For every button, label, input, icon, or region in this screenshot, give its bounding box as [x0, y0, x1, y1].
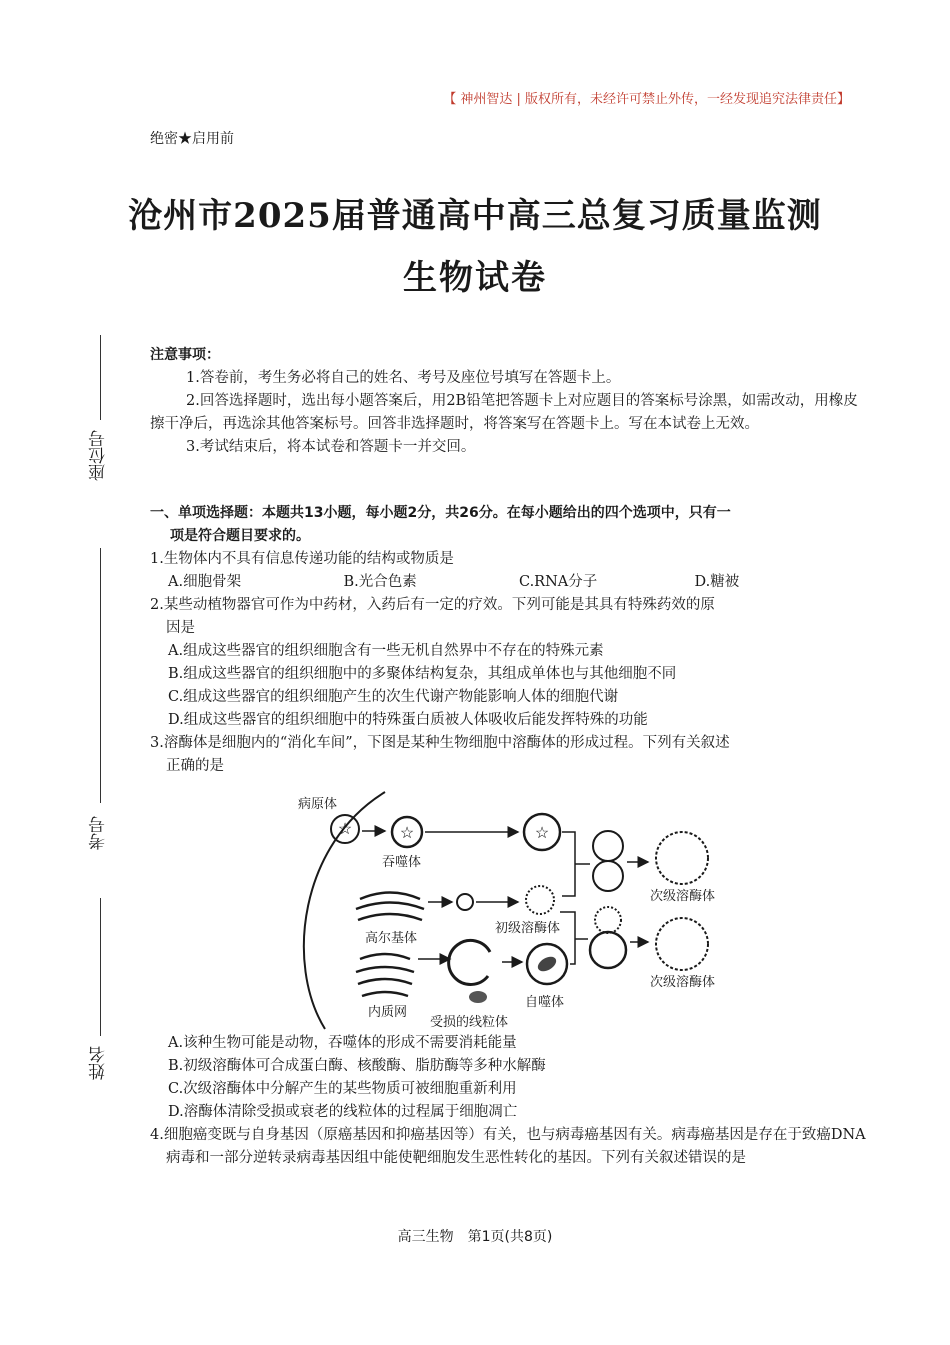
exam-subtitle: 生物试卷	[403, 258, 547, 298]
notes-block	[150, 344, 870, 459]
fusing-vesicle-upper	[593, 831, 623, 861]
star-icon: ☆	[399, 823, 415, 842]
page-footer: 高三生物 第1页(共8页)	[397, 1229, 553, 1245]
note-item: 2.回答选择题时，选出每小题答案后，用2B铅笔把答题卡上对应题目的答案标号涂黑，如需改动，用橡皮擦干净后，再选涂其他答案标号。回答非选择题时，将答案写在答题卡上。写在本试卷上无效。	[150, 393, 858, 432]
option-a: A.该种生物可能是动物，吞噬体的形成不需要消耗能量	[168, 1035, 517, 1051]
note-item: 3.考试结束后，将本试卷和答题卡一并交回。	[186, 439, 476, 455]
fusing-vesicle-lower	[593, 861, 623, 891]
fusing-lysosome	[595, 907, 621, 933]
label-autophagosome: 自噬体	[525, 995, 565, 1010]
questions-block-2	[150, 1032, 870, 1170]
primary-lysosome	[526, 886, 554, 914]
question-2	[150, 594, 870, 640]
note-item: 1.答卷前，考生务必将自己的姓名、考号及座位号填写在答题卡上。	[186, 370, 621, 386]
option-d: D.溶酶体清除受损或衰老的线粒体的过程属于细胞凋亡	[168, 1104, 518, 1120]
margin-line-seat	[100, 335, 101, 420]
label-golgi: 高尔基体	[365, 931, 418, 946]
option-c: C.组成这些器官的组织细胞产生的次生代谢产物能影响人体的细胞代谢	[168, 689, 619, 705]
damaged-mitochondrion	[469, 991, 487, 1003]
label-er: 内质网	[368, 1005, 408, 1020]
option-b: B.光合色素	[343, 574, 417, 590]
margin-label-name: 姓名	[89, 1046, 109, 1080]
question-stem-cont: 正确的是	[166, 758, 224, 774]
label-primary-lysosome: 初级溶酶体	[495, 921, 561, 936]
question-stem: 1.生物体内不具有信息传递功能的结构或物质是	[150, 551, 454, 567]
star-icon: ☆	[534, 823, 550, 842]
option-b: B.组成这些器官的组织细胞中的多聚体结构复杂，其组成单体也与其他细胞不同	[168, 666, 677, 682]
section-heading	[150, 502, 870, 548]
question-4	[150, 1124, 870, 1170]
option-d: D.糖被	[694, 574, 740, 590]
questions-block	[150, 502, 870, 778]
question-stem: 3.溶酶体是细胞内的“消化车间”，下图是某种生物细胞中溶酶体的形成过程。下列有关叙述	[150, 735, 730, 751]
question-1-options	[150, 571, 870, 594]
question-stem: 4.细胞癌变既与自身基因（原癌基因和抑癌基因等）有关，也与病毒癌基因有关。病毒癌基因是存在于致癌DNA病毒和一部分逆转录病毒基因组中能使靶细胞发生恶性转化的基因。下列有关叙述错误的是	[150, 1127, 866, 1166]
label-phagosome: 吞噬体	[382, 855, 422, 870]
exam-title: 沧州市2025届普通高中高三总复习质量监测	[128, 196, 822, 236]
question-1	[150, 548, 870, 571]
fusing-autophagosome	[590, 932, 626, 968]
question-stem: 2.某些动植物器官可作为中药材，入药后有一定的疗效。下列可能是其具有特殊药效的原	[150, 597, 715, 613]
small-vesicle	[457, 894, 473, 910]
copyright-notice: 【 神州智达 | 版权所有，未经许可禁止外传，一经发现追究法律责任】	[443, 92, 850, 107]
option-a: A.细胞骨架	[168, 574, 242, 590]
label-secondary-lysosome-2: 次级溶酶体	[650, 975, 716, 990]
option-d: D.组成这些器官的组织细胞中的特殊蛋白质被人体吸收后能发挥特殊的功能	[168, 712, 648, 728]
lysosome-diagram	[290, 784, 750, 1034]
margin-label-exam-no: 考号	[89, 816, 109, 850]
label-secondary-lysosome-1: 次级溶酶体	[650, 889, 716, 904]
margin-line-name	[100, 898, 101, 1036]
question-3	[150, 732, 870, 778]
star-icon: ☆	[337, 819, 353, 838]
margin-label-seat: 座位号	[89, 430, 109, 481]
golgi-apparatus	[356, 893, 424, 921]
notes-title: 注意事项：	[150, 347, 220, 363]
endoplasmic-reticulum	[356, 954, 414, 996]
secondary-lysosome-1	[656, 832, 708, 884]
option-c: C.次级溶酶体中分解产生的某些物质可被细胞重新利用	[168, 1081, 517, 1097]
question-stem-cont: 因是	[166, 620, 195, 636]
section-heading-line1: 一、单项选择题：本题共13小题，每小题2分，共26分。在每小题给出的四个选项中，只有一	[150, 505, 731, 521]
label-damaged-mito: 受损的线粒体	[430, 1015, 509, 1030]
phagophore	[449, 940, 490, 984]
option-b: B.初级溶酶体可合成蛋白酶、核酸酶、脂肪酶等多种水解酶	[168, 1058, 546, 1074]
section-heading-line2: 项是符合题目要求的。	[170, 528, 310, 544]
secondary-lysosome-2	[656, 918, 708, 970]
secret-mark: 绝密★启用前	[150, 131, 234, 147]
label-pathogen: 病原体	[298, 797, 338, 812]
option-a: A.组成这些器官的组织细胞含有一些无机自然界中不存在的特殊元素	[168, 643, 604, 659]
option-c: C.RNA分子	[519, 574, 598, 590]
margin-line-exam-no	[100, 548, 101, 803]
